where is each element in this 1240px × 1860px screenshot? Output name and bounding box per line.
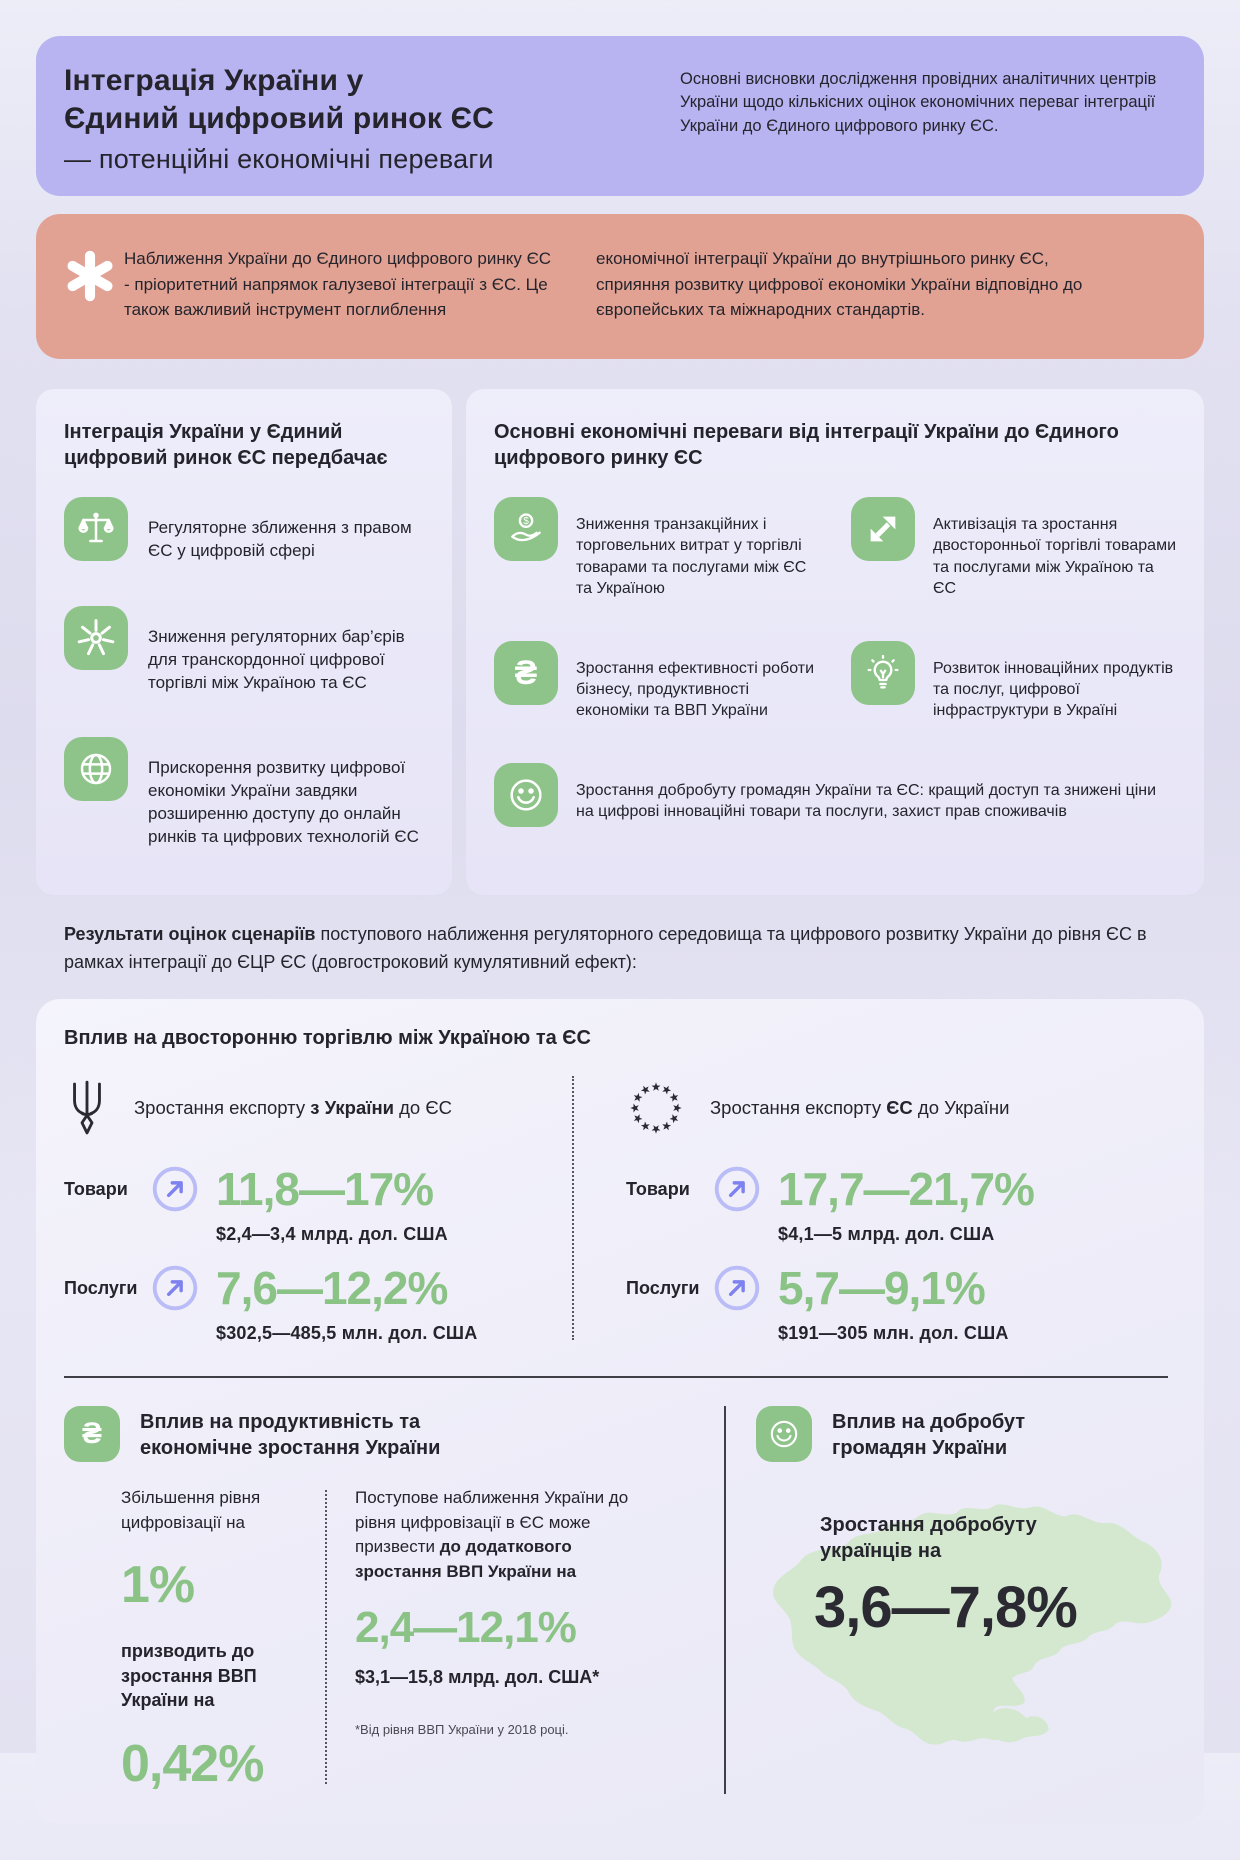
benefits-card [466, 389, 1204, 896]
digitalization-value: 1% [121, 1556, 195, 1615]
hryvnia-glyph: ₴ [81, 1417, 102, 1451]
services-money: $302,5—485,5 млн. дол. США [216, 1323, 478, 1344]
smiley-icon [494, 763, 558, 827]
gdp-growth-value: 0,42% [121, 1735, 264, 1794]
welfare-header [756, 1406, 1202, 1462]
ukraine-map [732, 1476, 1202, 1776]
digitalization-column [121, 1486, 303, 1794]
svg-text:$: $ [523, 516, 529, 528]
note-text-2: економічної інтеграції України до внутрішнього ринку ЄС, сприяння розвитку цифрової економіки України відповідно до європейських та міжнародних стандартів. [596, 249, 1083, 319]
additional-gdp-money: $3,1—15,8 млрд. дол. США* [355, 1666, 600, 1687]
eu-export-label: Зростання експорту ЄС до України [710, 1097, 1010, 1119]
services-stat-row [64, 1261, 572, 1315]
welfare-section [726, 1406, 1202, 1794]
welfare-label: Зростання добробуту українців на [820, 1514, 1037, 1563]
goods-value: 11,8—17% [216, 1163, 434, 1216]
eu-export-column [574, 1068, 1168, 1344]
provides-card [36, 389, 452, 896]
goods-money: $4,1—5 млрд. дол. США [778, 1224, 995, 1245]
page-title-line2: Єдиний цифровий ринок ЄС [64, 102, 494, 136]
ukraine-export-column [64, 1068, 572, 1344]
page-subtitle: — потенційні економічні переваги [64, 143, 494, 174]
hryvnia-icon [64, 1406, 120, 1462]
benefit-item [494, 641, 821, 737]
productivity-section [64, 1406, 724, 1794]
provide-item [64, 497, 426, 579]
bottom-row [64, 1406, 1168, 1794]
benefit-item [494, 497, 821, 614]
benefit-item [494, 763, 1178, 838]
productivity-columns [121, 1486, 708, 1794]
arrow-up-right-icon [152, 1265, 198, 1311]
benefits-grid [494, 497, 1178, 838]
provide-item [64, 606, 426, 711]
benefit-item [851, 641, 1178, 737]
barriers-icon [64, 606, 128, 670]
benefit-item-text: Розвиток інноваційних продуктів та послуг, цифрової інфраструктури в Україні [933, 659, 1174, 719]
trade-title: Вплив на двосторонню торгівлю між Україною та ЄС [64, 1027, 591, 1050]
services-value: 7,6—12,2% [216, 1262, 448, 1315]
goods-money: $2,4—3,4 млрд. дол. США [216, 1224, 448, 1245]
scales-icon [64, 497, 128, 561]
header-summary: Основні висновки дослідження провідних аналітичних центрів України щодо кількісних оцінок економічних переваг інтеграції України до Єдиного цифрового ринку ЄС. [680, 70, 1157, 135]
gradual-approx-column [355, 1486, 661, 1794]
results-intro-bold: Результати оцінок сценаріїв [64, 924, 316, 945]
services-money: $191—305 млн. дол. США [778, 1323, 1009, 1344]
benefit-item-text: Активізація та зростання двосторонньої торгівлі товарами та послугами між Україною та ЄС [933, 516, 1176, 597]
goods-label: Товари [64, 1178, 128, 1199]
eu-stars-icon [626, 1078, 686, 1138]
goods-label: Товари [626, 1178, 690, 1199]
productivity-title: Вплив на продуктивність та економічне зростання України [140, 1411, 441, 1460]
hryvnia-icon [494, 641, 558, 705]
ukraine-trident-icon [64, 1079, 110, 1137]
cards-row [36, 389, 1204, 896]
ukraine-export-label: Зростання експорту з України до ЄС [134, 1097, 453, 1119]
benefits-title: Основні економічні переваги від інтеграції України до Єдиного цифрового ринку ЄС [494, 420, 1119, 469]
services-value: 5,7—9,1% [778, 1262, 985, 1315]
provide-item-text: Зниження регуляторних бар’єрів для транскордонної цифрової торгівлі між Україною та ЄС [148, 626, 405, 692]
provide-item-text: Регуляторне зближення з правом ЄС у цифровій сфері [148, 518, 412, 561]
smiley-icon [756, 1406, 812, 1462]
productivity-header [64, 1406, 708, 1462]
benefit-item-text: Зниження транзакційних і торговельних витрат у торгівлі товарами та послугами між ЄС та Україною [576, 516, 807, 597]
arrow-up-right-icon [152, 1166, 198, 1212]
welfare-value: 3,6—7,8% [814, 1575, 1077, 1641]
hand-coin-icon [494, 497, 558, 561]
asterisk-icon [64, 246, 124, 323]
arrow-up-right-icon [714, 1166, 760, 1212]
horizontal-divider [64, 1376, 1168, 1378]
benefit-item-text: Зростання ефективності роботи бізнесу, продуктивності економіки та ВВП України [576, 659, 815, 719]
services-stat-row [626, 1261, 1168, 1315]
note-card [36, 214, 1204, 359]
hryvnia-glyph: ₴ [514, 653, 538, 692]
provides-title: Інтеграція України у Єдиний цифровий ринок ЄС передбачає [64, 420, 388, 469]
header-left [64, 62, 494, 175]
goods-stat-row [626, 1162, 1168, 1216]
gdp-growth-text: призводить до зростання ВВП України на [121, 1641, 257, 1710]
header-card [36, 36, 1204, 196]
ukraine-export-header [64, 1076, 572, 1140]
digitalization-intro: Збільшення рівня цифровізації на [121, 1488, 261, 1532]
services-label: Послуги [64, 1277, 138, 1298]
results-intro [64, 921, 1174, 977]
globe-icon [64, 737, 128, 801]
note-text-1: Наближення України до Єдиного цифрового ринку ЄС - пріоритетний напрямок галузевої інтеграції з ЄС. Це також важливий інструмент поглиблення [124, 249, 552, 319]
eu-export-header [626, 1076, 1168, 1140]
goods-value: 17,7—21,7% [778, 1163, 1034, 1216]
trade-columns [64, 1068, 1168, 1344]
results-intro-rest: поступового наближення регуляторного середовища та цифрового розвитку України до рівня ЄС в рамках інтеграції до ЄЦР ЄС (довгостроковий кумулятивний ефект): [64, 924, 1147, 973]
arrow-up-right-icon [714, 1265, 760, 1311]
dotted-divider [325, 1490, 327, 1784]
trade-arrows-icon [851, 497, 915, 561]
footnote: *Від рівня ВВП України у 2018 році. [355, 1721, 569, 1737]
provide-item [64, 737, 426, 865]
goods-stat-row [64, 1162, 572, 1216]
page-title [64, 62, 494, 139]
benefit-item [851, 497, 1178, 614]
services-label: Послуги [626, 1277, 700, 1298]
page-title-line1: Інтеграція України у [64, 64, 364, 97]
gradual-approx-text: Поступове наближення України до рівня цифровізації в ЄС може призвести до додаткового зростання ВВП України на [355, 1488, 629, 1581]
benefit-item-text: Зростання добробуту громадян України та ЄС: кращий доступ та знижені ціни на цифрові інноваційні товари та послуги, захист прав споживачів [576, 782, 1157, 821]
welfare-title: Вплив на добробут громадян України [832, 1411, 1026, 1460]
lightbulb-icon [851, 641, 915, 705]
results-card [36, 999, 1204, 1824]
additional-gdp-value: 2,4—12,1% [355, 1602, 576, 1652]
provide-item-text: Прискорення розвитку цифрової економіки України завдяки розширенню доступу до онлайн ринків та цифрових технологій ЄС [148, 757, 419, 847]
